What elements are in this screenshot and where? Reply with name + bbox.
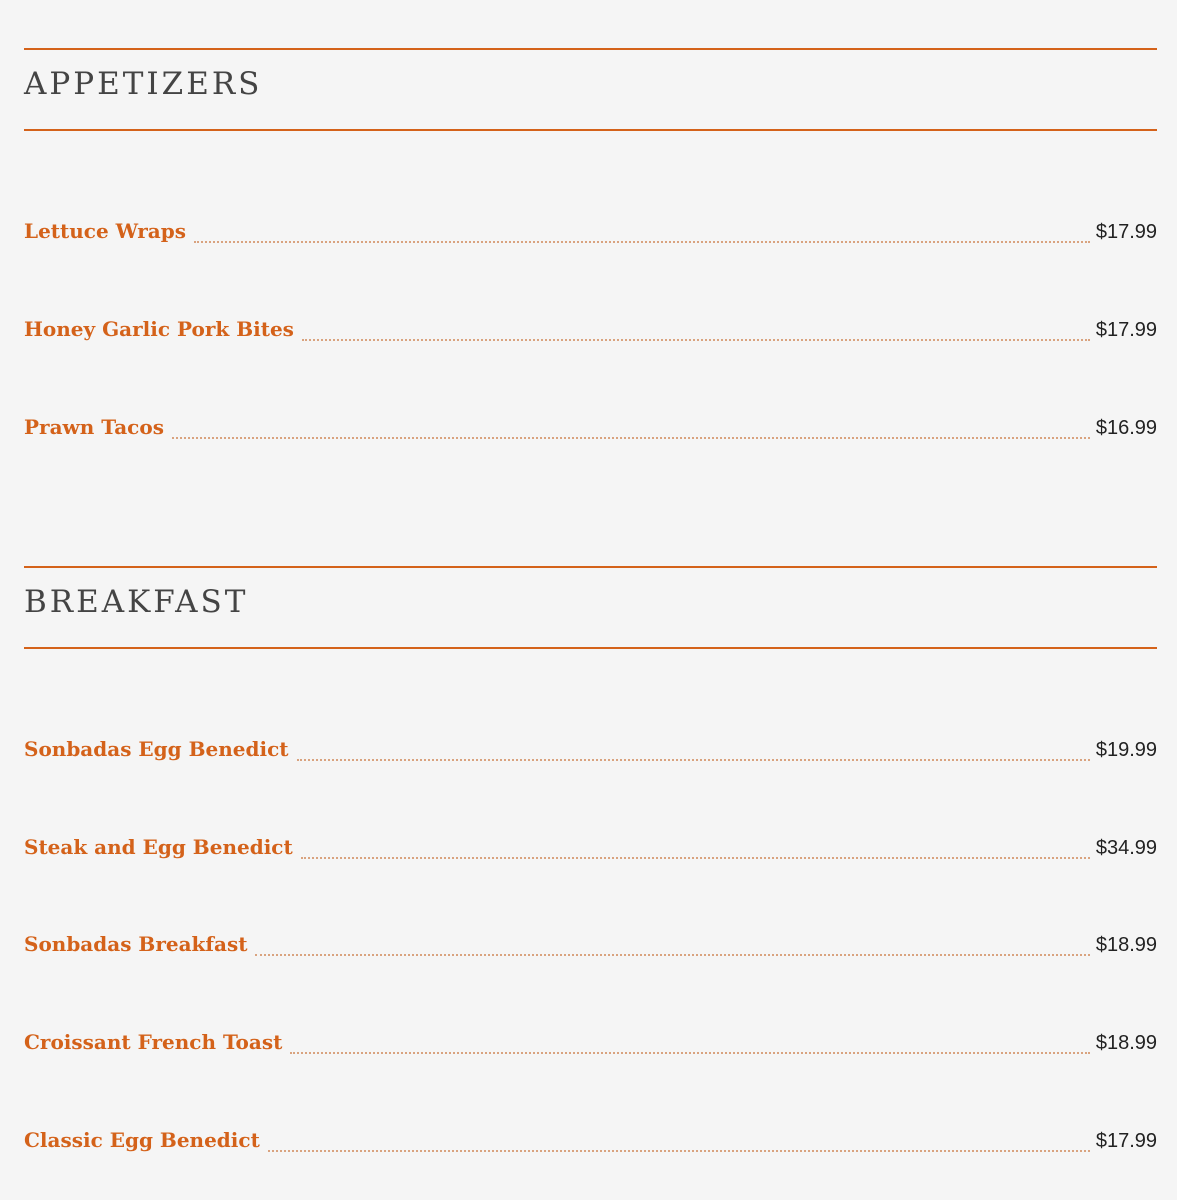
menu-item-price: $17.99 xyxy=(1095,1130,1157,1152)
menu-item[interactable] xyxy=(24,415,1157,445)
dot-leader xyxy=(290,1052,1089,1054)
menu-item[interactable] xyxy=(24,219,1157,249)
menu-item-name: Steak and Egg Benedict xyxy=(24,835,293,859)
dot-leader xyxy=(302,339,1090,341)
menu-item-price: $18.99 xyxy=(1095,934,1157,956)
menu-item[interactable] xyxy=(24,835,1157,865)
section-title: BREAKFAST xyxy=(24,584,249,620)
dot-leader xyxy=(172,437,1090,439)
menu-item[interactable] xyxy=(24,932,1157,962)
dot-leader xyxy=(255,954,1089,956)
menu-item-name: Lettuce Wraps xyxy=(24,219,186,243)
menu-item[interactable] xyxy=(24,1030,1157,1060)
section-title: APPETIZERS xyxy=(24,66,263,102)
menu-item-price: $18.99 xyxy=(1095,1032,1157,1054)
section-appetizers xyxy=(24,48,1157,131)
dot-leader xyxy=(301,857,1090,859)
dot-leader xyxy=(194,241,1090,243)
menu-item[interactable] xyxy=(24,737,1157,767)
menu-item-name: Sonbadas Breakfast xyxy=(24,932,248,956)
menu-item-name: Sonbadas Egg Benedict xyxy=(24,737,289,761)
menu-item-name: Croissant French Toast xyxy=(24,1030,283,1054)
menu-item-price: $16.99 xyxy=(1095,417,1157,439)
menu-item-name: Prawn Tacos xyxy=(24,415,164,439)
menu-item-price: $34.99 xyxy=(1095,837,1157,859)
menu-item-price: $17.99 xyxy=(1095,221,1157,243)
dot-leader xyxy=(268,1150,1090,1152)
menu-item[interactable] xyxy=(24,317,1157,347)
section-header xyxy=(24,48,1157,131)
menu-item-name: Classic Egg Benedict xyxy=(24,1128,260,1152)
menu-item[interactable] xyxy=(24,1128,1157,1158)
section-breakfast xyxy=(24,566,1157,649)
menu-item-price: $19.99 xyxy=(1095,739,1157,761)
menu-item-name: Honey Garlic Pork Bites xyxy=(24,317,294,341)
section-header xyxy=(24,566,1157,649)
dot-leader xyxy=(297,759,1090,761)
menu-item-price: $17.99 xyxy=(1095,319,1157,341)
